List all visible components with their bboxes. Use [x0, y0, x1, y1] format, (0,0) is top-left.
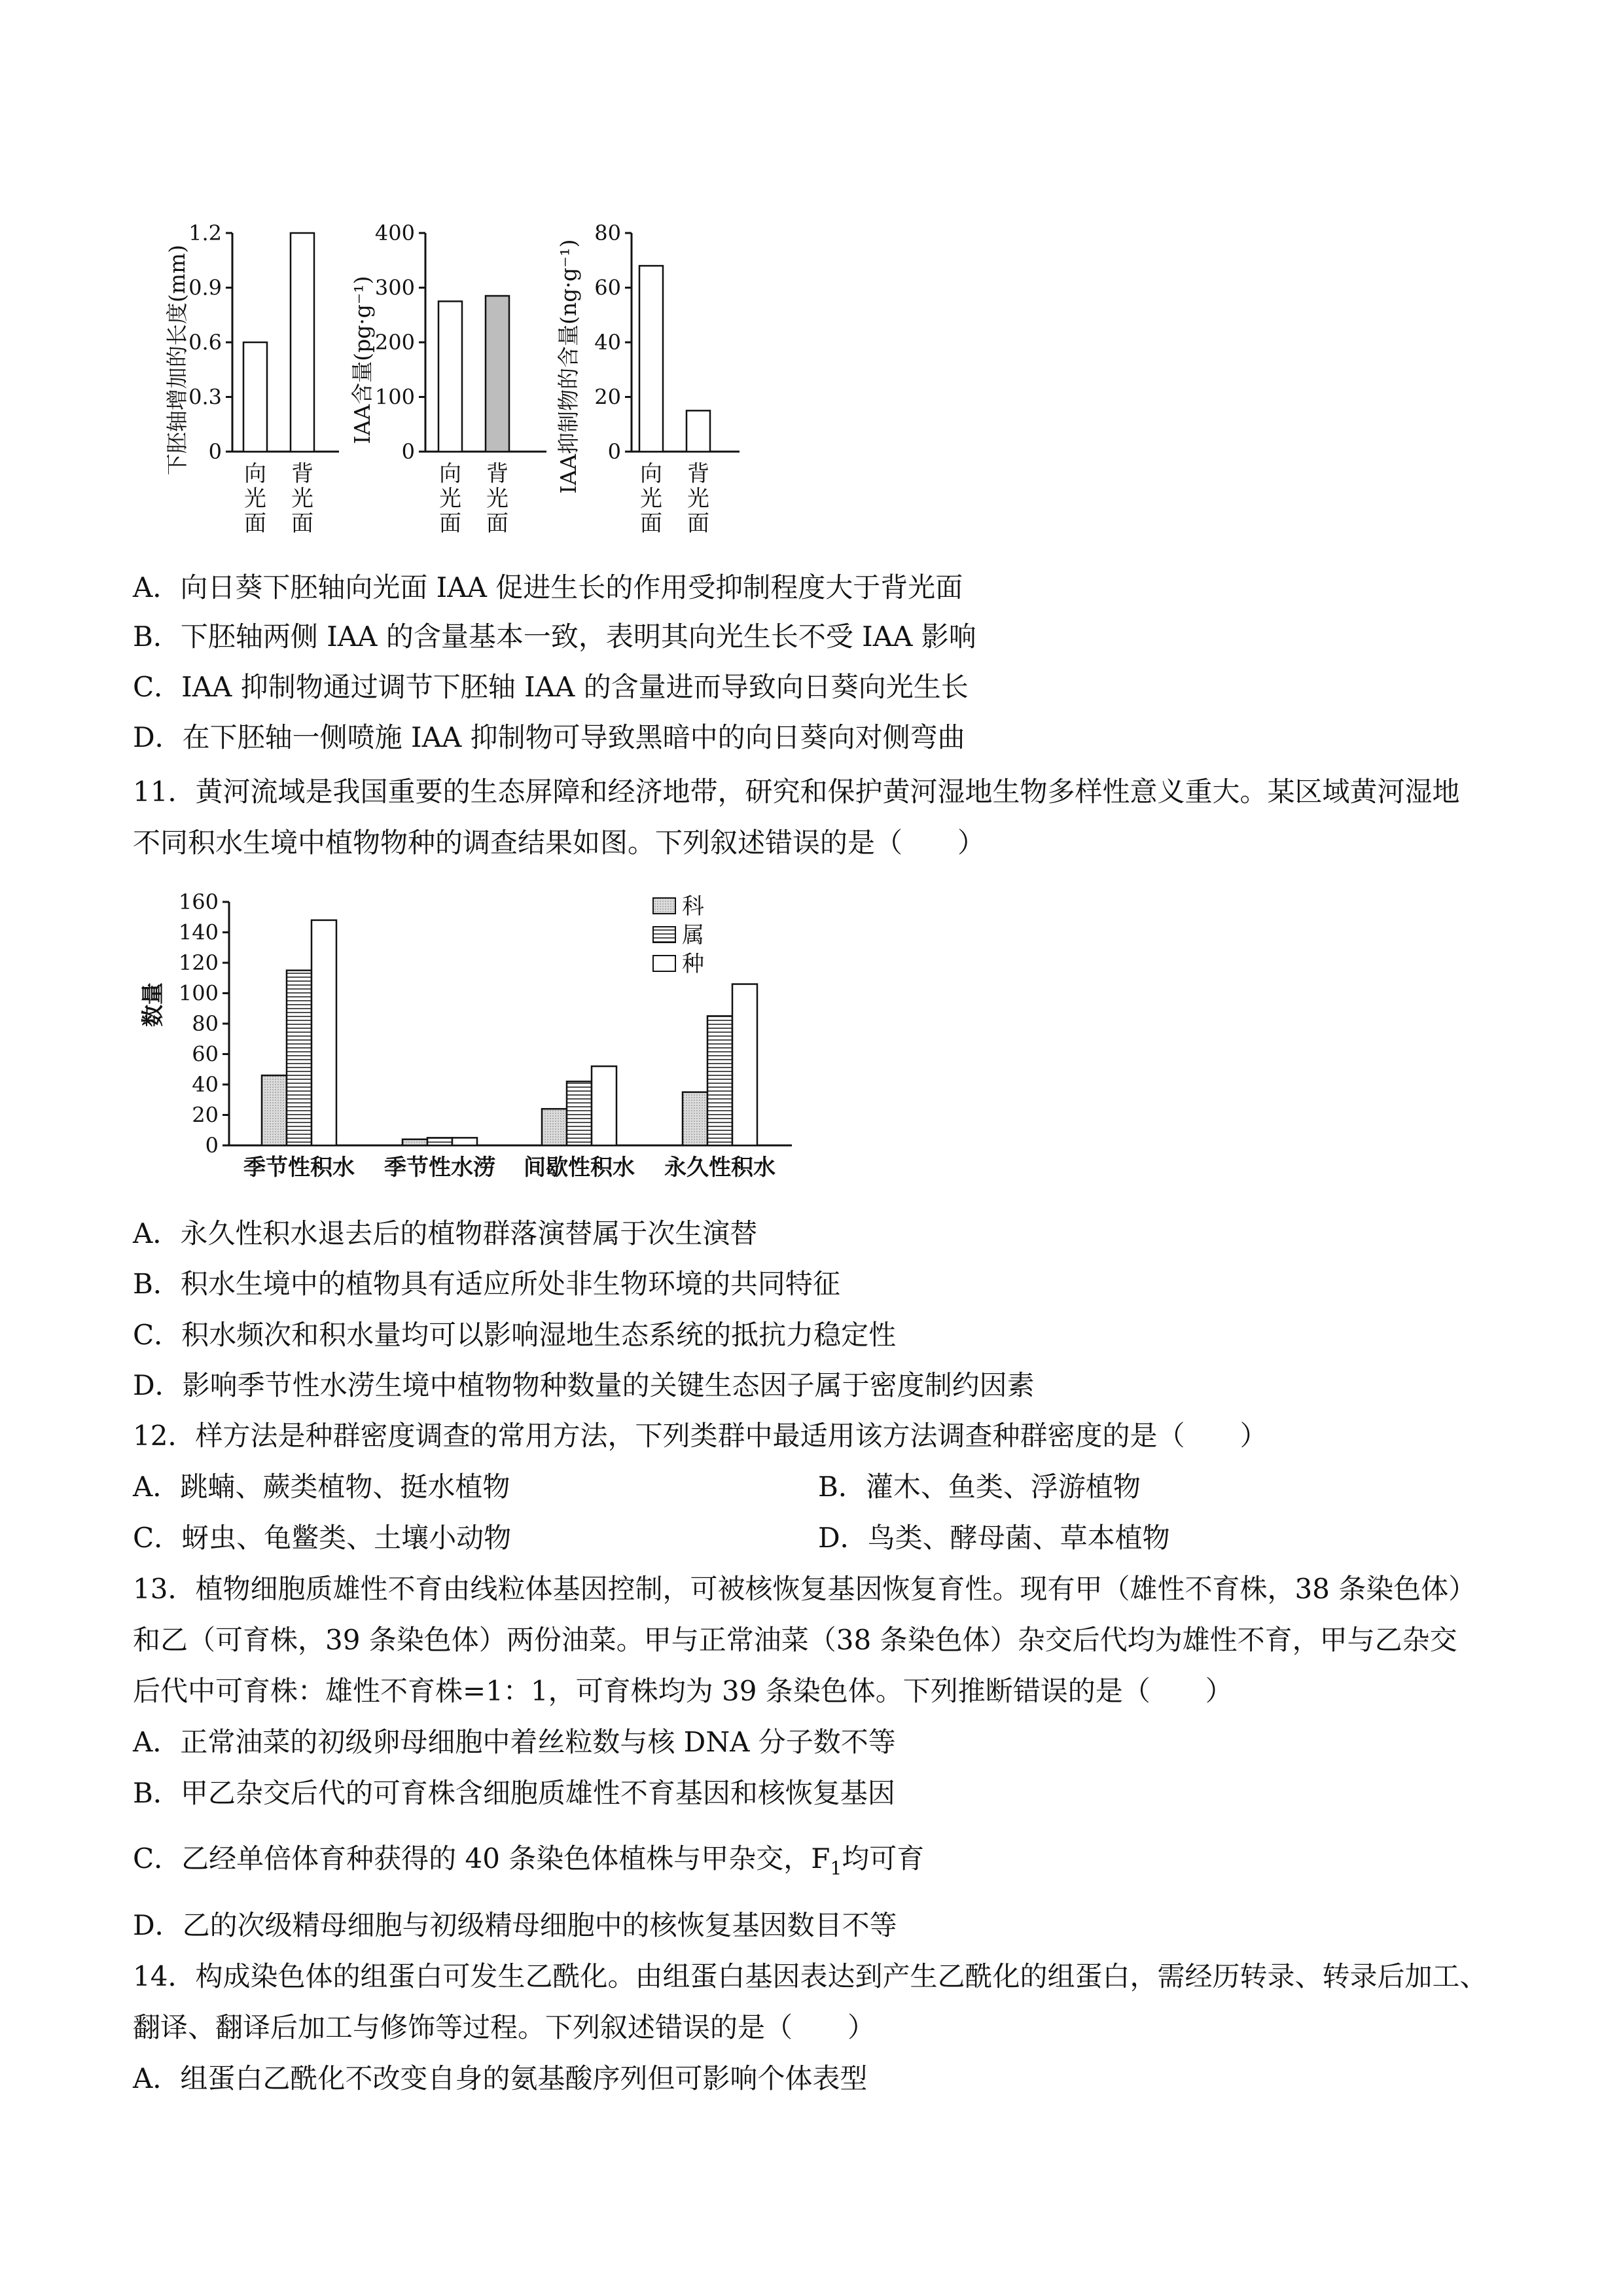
chart-hypocotyl-length [157, 209, 353, 550]
y-tick-label: 0 [205, 1133, 219, 1158]
y-tick-label: 140 [178, 920, 219, 945]
x-labels [243, 1155, 776, 1181]
x-tick-label: 背光面 [486, 461, 508, 537]
y-ticks [375, 221, 425, 464]
bar-1 [687, 410, 710, 452]
bar-2-0 [542, 1109, 567, 1145]
y-tick-label: 60 [192, 1041, 219, 1067]
x-tick-label: 向光面 [640, 461, 662, 537]
y-tick-label: 1.2 [188, 221, 222, 245]
q11-option-d: D．影响季节性水涝生境中植物物种数量的关键生态因子属于密度制约因素 [133, 1369, 1035, 1401]
q13-option-a: A．正常油菜的初级卵母细胞中着丝粒数与核 DNA 分子数不等 [133, 1726, 896, 1758]
q14-stem-line2: 翻译、翻译后加工与修饰等过程。下列叙述错误的是（ ） [133, 2011, 876, 2043]
bar-1 [486, 296, 509, 452]
x-labels [640, 461, 709, 537]
y-tick-label: 0.6 [188, 330, 222, 355]
x-tick-label: 季节性水涝 [384, 1155, 495, 1181]
x-tick-label: 向光面 [439, 461, 461, 537]
legend-swatch [653, 956, 675, 971]
bars [639, 266, 710, 452]
legend-label: 种 [682, 951, 704, 977]
q11-option-a: A．永久性积水退去后的植物群落演替属于次生演替 [133, 1217, 758, 1249]
q13-option-c-text: C．乙经单倍体育种获得的 40 条染色体植株与甲杂交， [133, 1842, 812, 1874]
bar-1-1 [427, 1138, 452, 1145]
bar-1-2 [452, 1138, 477, 1145]
bars [438, 296, 509, 452]
y-tick-label: 160 [178, 889, 219, 914]
y-tick-label: 300 [374, 275, 415, 300]
x-labels [244, 461, 313, 537]
y-tick-label: 60 [594, 275, 621, 300]
x-tick-label: 永久性积水 [664, 1155, 776, 1181]
q13-stem-line3: 后代中可育株：雄性不育株=1：1，可育株均为 39 条染色体。下列推断错误的是（ ） [133, 1675, 1233, 1707]
bar-3-0 [683, 1092, 707, 1145]
legend-label: 属 [682, 922, 704, 948]
y-ticks [188, 221, 232, 464]
x-tick-label: 背光面 [291, 461, 313, 537]
q11-option-c: C．积水频次和积水量均可以影响湿地生态系统的抵抗力稳定性 [133, 1319, 897, 1351]
y-tick-label: 20 [192, 1102, 219, 1128]
y-tick-label: 0.9 [188, 275, 222, 300]
y-tick-label: 40 [192, 1072, 219, 1097]
bar-3-1 [707, 1016, 732, 1145]
f1-symbol: $F_1$ [811, 1842, 842, 1879]
x-labels [439, 461, 508, 537]
q14-option-a: A．组蛋白乙酰化不改变自身的氨基酸序列但可影响个体表型 [133, 2062, 868, 2094]
chart-wetland-species [140, 889, 798, 1191]
q11-option-b: B．积水生境中的植物具有适应所处非生物环境的共同特征 [133, 1268, 840, 1300]
q12-stem: 12．样方法是种群密度调查的常用方法，下列类群中最适用该方法调查种群密度的是（ ） [133, 1420, 1268, 1452]
y-tick-label: 80 [594, 221, 621, 245]
x-tick-label: 间歇性积水 [524, 1155, 635, 1181]
y-tick-label: 400 [374, 221, 415, 245]
q11-stem-line2: 不同积水生境中植物物种的调查结果如图。下列叙述错误的是（ ） [133, 827, 986, 859]
bar-0 [639, 266, 663, 452]
y-axis-label: 数量 [140, 982, 166, 1027]
q10-option-a: A．向日葵下胚轴向光面 IAA 促进生长的作用受抑制程度大于背光面 [133, 571, 963, 603]
q13-stem-line2: 和乙（可育株，39 条染色体）两份油菜。甲与正常油菜（38 条染色体）杂交后代均为雄性不育，甲与乙杂交 [133, 1624, 1457, 1656]
q13-option-b: B．甲乙杂交后代的可育株含细胞质雄性不育基因和核恢复基因 [133, 1777, 895, 1809]
x-tick-label: 向光面 [244, 461, 266, 537]
bar-0 [243, 342, 267, 452]
chart-iaa-inhibitor [553, 190, 762, 550]
bar-3-2 [732, 984, 757, 1145]
bar-1-0 [402, 1139, 427, 1145]
y-tick-label: 200 [374, 330, 415, 355]
bar-0-1 [287, 971, 312, 1145]
q12-option-d: D．鸟类、酵母菌、草本植物 [818, 1522, 1170, 1554]
y-ticks [179, 889, 229, 1158]
legend-label: 科 [682, 893, 704, 920]
legend [653, 893, 704, 977]
q10-option-c: C．IAA 抑制物通过调节下胚轴 IAA 的含量进而导致向日葵向光生长 [133, 671, 969, 703]
y-tick-label: 0.3 [188, 384, 222, 410]
y-tick-label: 0 [401, 439, 415, 464]
bar-0 [438, 301, 462, 452]
y-tick-label: 40 [594, 330, 621, 355]
y-tick-label: 120 [178, 950, 219, 975]
q13-option-d: D．乙的次级精母细胞与初级精母细胞中的核恢复基因数目不等 [133, 1909, 897, 1941]
q11-stem-line1: 11．黄河流域是我国重要的生态屏障和经济地带，研究和保护黄河湿地生物多样性意义重大。某区域黄河湿地 [133, 776, 1460, 808]
y-ticks [594, 221, 632, 464]
bars [243, 233, 314, 452]
y-axis-label: IAA抑制物的含量(ng·g⁻¹) [556, 239, 581, 494]
bar-0-2 [312, 920, 336, 1145]
bar-2-1 [567, 1081, 592, 1145]
x-tick-label: 背光面 [687, 461, 709, 537]
y-tick-label: 80 [192, 1011, 219, 1036]
y-tick-label: 20 [594, 384, 621, 410]
legend-swatch [653, 927, 675, 942]
y-tick-label: 0 [607, 439, 621, 464]
chart-iaa-content [347, 209, 556, 550]
x-tick-label: 季节性积水 [243, 1155, 355, 1181]
bar-2-2 [592, 1066, 616, 1145]
bar-1 [291, 233, 314, 452]
q13-option-c [133, 1839, 924, 1888]
y-axis-label: IAA含量(pg·g⁻¹) [349, 276, 375, 444]
y-tick-label: 100 [374, 384, 415, 410]
y-tick-label: 0 [208, 439, 222, 464]
legend-swatch [653, 898, 675, 914]
q13-option-c-tail: 均可育 [842, 1842, 925, 1874]
q14-stem-line1: 14．构成染色体的组蛋白可发生乙酰化。由组蛋白基因表达到产生乙酰化的组蛋白，需经历转录、转录后加工、 [133, 1960, 1488, 1992]
y-axis-label: 下胚轴增加的长度(mm) [164, 244, 190, 476]
q10-option-d: D．在下胚轴一侧喷施 IAA 抑制物可导致黑暗中的向日葵向对侧弯曲 [133, 721, 965, 753]
q12-option-c: C．蚜虫、龟鳖类、土壤小动物 [133, 1522, 512, 1554]
y-tick-label: 100 [178, 980, 219, 1006]
q13-stem-line1: 13．植物细胞质雄性不育由线粒体基因控制，可被核恢复基因恢复育性。现有甲（雄性不育株，38 条染色体） [133, 1573, 1476, 1605]
q12-option-a: A．跳蝻、蕨类植物、挺水植物 [133, 1471, 510, 1503]
q10-option-b: B．下胚轴两侧 IAA 的含量基本一致，表明其向光生长不受 IAA 影响 [133, 620, 976, 653]
bar-0-0 [262, 1075, 287, 1145]
q12-option-b: B．灌木、鱼类、浮游植物 [818, 1471, 1141, 1503]
